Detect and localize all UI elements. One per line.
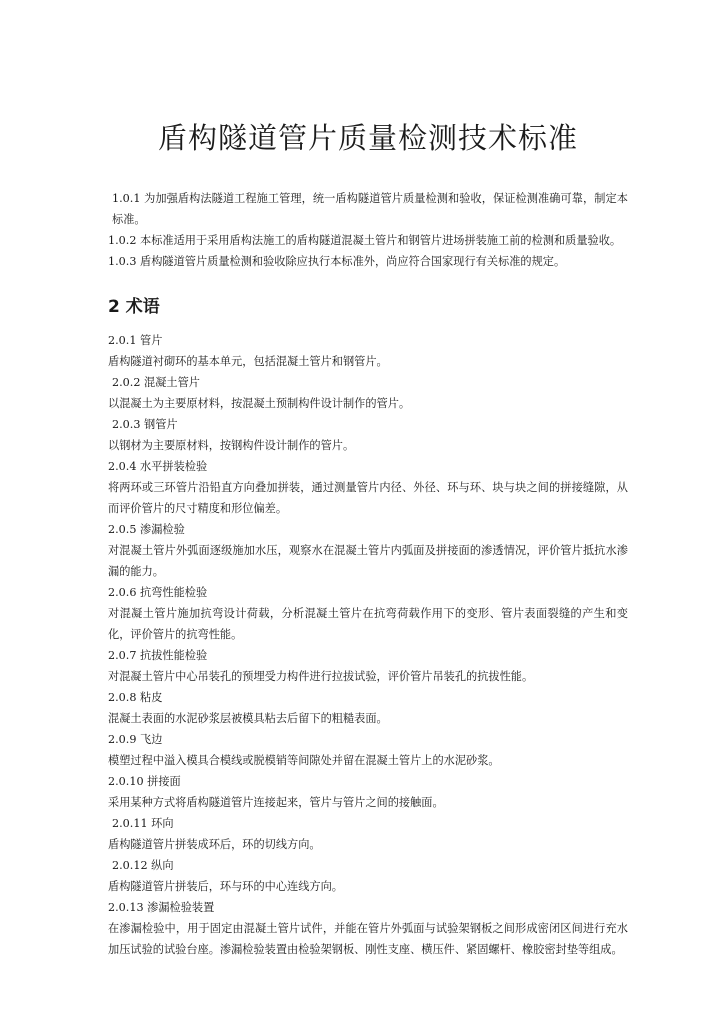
term-definition: 盾构隧道管片拼装成环后，环的切线方向。	[108, 838, 321, 851]
term-entry	[108, 582, 628, 645]
intro-paragraph: 1.0.1 为加强盾构法隧道工程施工管理，统一盾构隧道管片质量检测和验收，保证检测准确可靠，制定本标准。	[112, 192, 628, 226]
term-definition: 混凝土表面的水泥砂浆层被模具粘去后留下的粗糙表面。	[108, 712, 388, 725]
term-definition: 以混凝土为主要原材料，按混凝土预制构件设计制作的管片。	[108, 397, 411, 410]
term-entry	[108, 813, 628, 855]
term-heading: 2.0.7 抗拔性能检验	[108, 649, 208, 662]
term-entry	[108, 456, 628, 519]
term-definition: 盾构隧道衬砌环的基本单元，包括混凝土管片和钢管片。	[108, 355, 388, 368]
intro-section	[108, 188, 628, 272]
term-heading: 2.0.1 管片	[108, 334, 163, 347]
term-definition: 盾构隧道管片拼装后，环与环的中心连线方向。	[108, 880, 343, 893]
term-definition: 模塑过程中溢入模具合模线或脱模销等间隙处并留在混凝土管片上的水泥砂浆。	[108, 754, 500, 767]
term-entry	[108, 645, 628, 687]
term-definition: 对混凝土管片中心吊装孔的预埋受力构件进行拉拔试验，评价管片吊装孔的抗拔性能。	[108, 670, 534, 683]
term-definition: 将两环或三环管片沿铅直方向叠加拼装，通过测量管片内径、外径、环与环、块与块之间的拼接缝隙，从而评价管片的尺寸精度和形位偏差。	[108, 481, 628, 515]
term-heading: 2.0.5 渗漏检验	[108, 523, 185, 536]
section-heading: 2 术语	[108, 297, 160, 317]
term-entry	[108, 897, 628, 960]
term-heading: 2.0.9 飞边	[108, 733, 163, 746]
term-entry	[108, 729, 628, 771]
term-heading: 2.0.12 纵向	[112, 859, 174, 872]
term-heading: 2.0.11 环向	[112, 817, 174, 830]
term-entry	[108, 771, 628, 813]
intro-paragraph: 1.0.3 盾构隧道管片质量检测和验收除应执行本标准外，尚应符合国家现行有关标准的规定。	[108, 255, 566, 268]
term-heading: 2.0.13 渗漏检验装置	[108, 901, 215, 914]
term-definition: 以钢材为主要原材料，按钢构件设计制作的管片。	[108, 439, 355, 452]
term-entry	[108, 372, 628, 414]
term-heading: 2.0.6 抗弯性能检验	[108, 586, 208, 599]
term-entry	[108, 330, 628, 372]
document-title: 盾构隧道管片质量检测技术标准	[157, 121, 578, 155]
term-heading: 2.0.2 混凝土管片	[112, 376, 200, 389]
term-heading: 2.0.4 水平拼装检验	[108, 460, 208, 473]
term-heading: 2.0.8 粘皮	[108, 691, 163, 704]
term-entry	[108, 414, 628, 456]
term-entry	[108, 519, 628, 582]
term-heading: 2.0.10 拼接面	[108, 775, 181, 788]
intro-paragraph: 1.0.2 本标准适用于采用盾构法施工的盾构隧道混凝土管片和钢管片进场拼装施工前的检测和质量验收。	[108, 234, 622, 247]
term-entry	[108, 687, 628, 729]
term-definition: 采用某种方式将盾构隧道管片连接起来，管片与管片之间的接触面。	[108, 796, 444, 809]
term-definition: 对混凝土管片施加抗弯设计荷载，分析混凝土管片在抗弯荷载作用下的变形、管片表面裂缝的产生和变化，评价管片的抗弯性能。	[108, 607, 628, 641]
terms-list	[108, 330, 628, 960]
term-heading: 2.0.3 钢管片	[112, 418, 178, 431]
term-definition: 对混凝土管片外弧面逐级施加水压，观察水在混凝土管片内弧面及拼接面的渗透情况，评价管片抵抗水渗漏的能力。	[108, 544, 628, 578]
term-definition: 在渗漏检验中，用于固定由混凝土管片试件，并能在管片外弧面与试验架钢板之间形成密闭区间进行充水加压试验的试验台座。渗漏检验装置由检验架钢板、刚性支座、横压件、紧固螺杆、橡胶密封垫等组成。	[108, 922, 628, 956]
term-entry	[108, 855, 628, 897]
